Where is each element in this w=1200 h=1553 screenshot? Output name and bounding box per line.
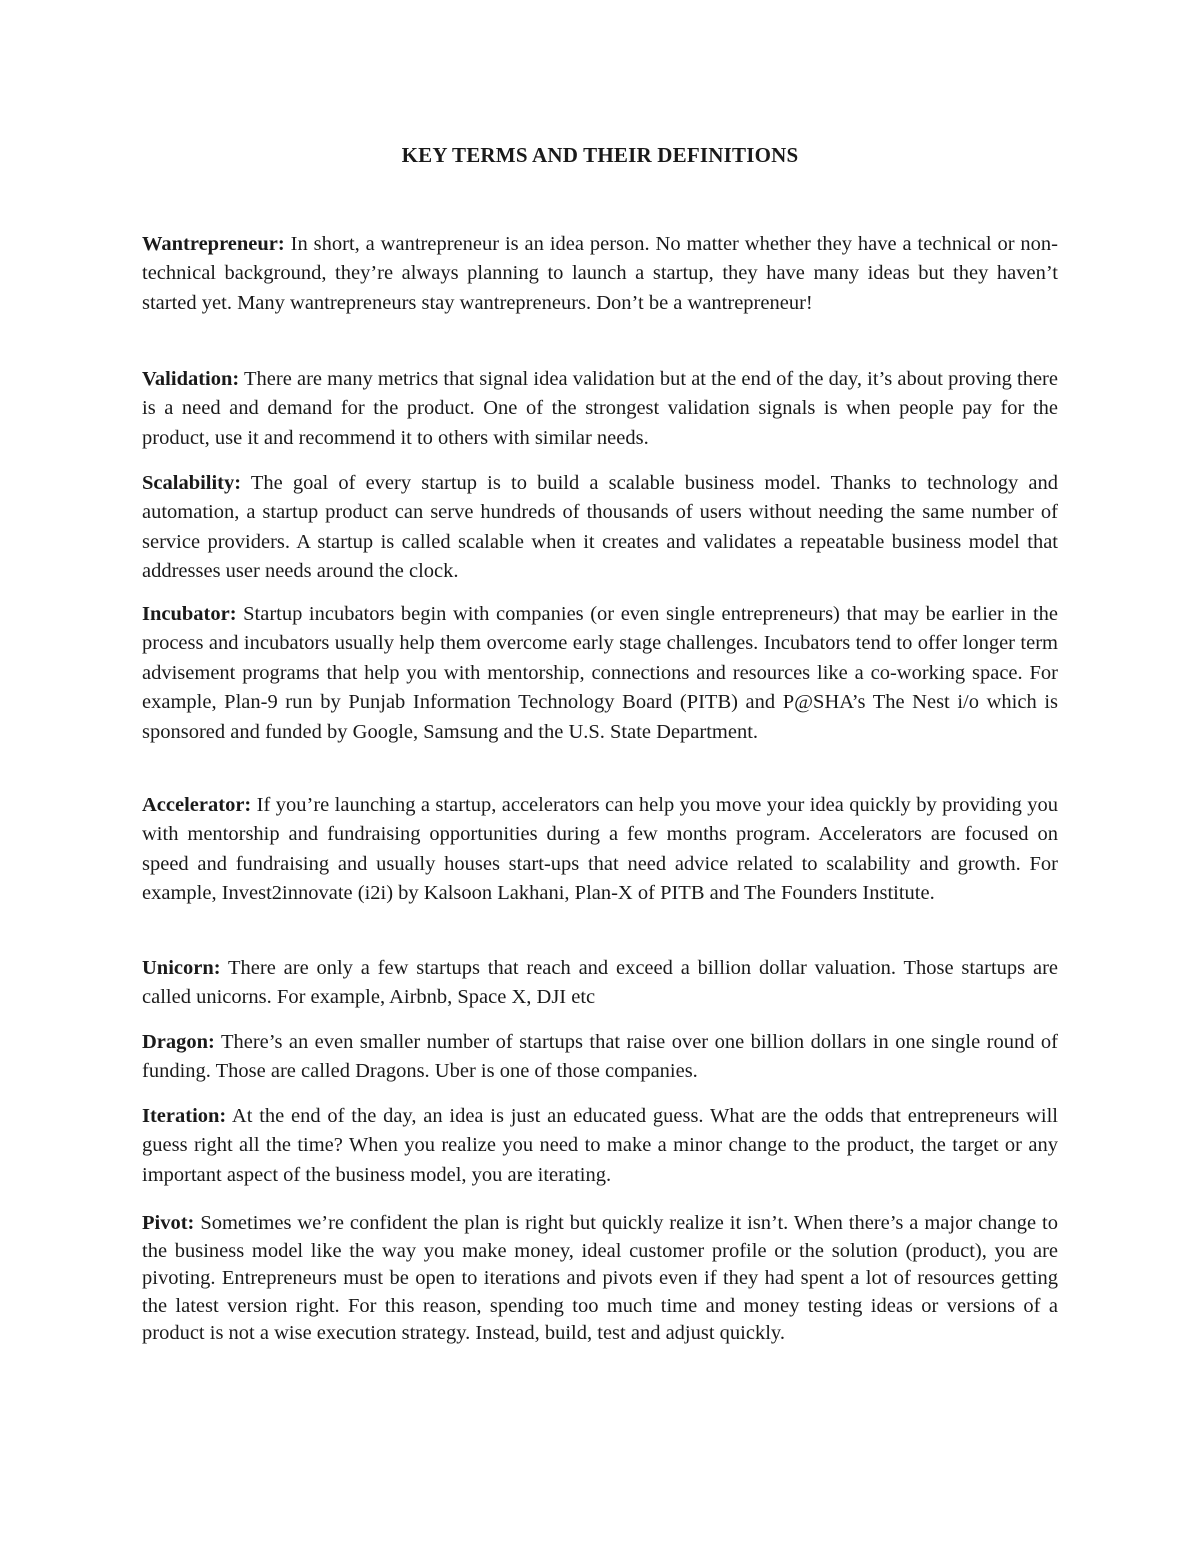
term-label: Dragon: — [142, 1031, 215, 1053]
definition-text: Startup incubators begin with companies (or even single entrepreneurs) that may be earlier in the process and incubators usually help them overcome early stage challenges. Incubators tend to offer longer term advisement programs that help you with mentorship, connections and resources like a co-working space. For example, Plan-9 run by Punjab Information Technology Board (PITB) and P@SHA’s The Nest i/o which is sponsored and funded by Google, Samsung and the U.S. State Department. — [142, 603, 1058, 743]
term-label: Validation: — [142, 368, 240, 390]
definition-text: There are many metrics that signal idea validation but at the end of the day, it’s about proving there is a need and demand for the product. One of the strongest validation signals is when people pay for the product, use it and recommend it to others with similar needs. — [142, 368, 1058, 449]
definition-wantrepreneur — [142, 230, 1058, 318]
definition-validation — [142, 365, 1058, 453]
definition-dragon — [142, 1028, 1058, 1087]
term-label: Incubator: — [142, 603, 237, 625]
term-label: Unicorn: — [142, 957, 221, 979]
definition-scalability — [142, 469, 1058, 587]
definition-accelerator — [142, 791, 1058, 909]
definition-unicorn — [142, 954, 1058, 1013]
document-title: KEY TERMS AND THEIR DEFINITIONS — [401, 143, 799, 167]
definition-incubator — [142, 600, 1058, 747]
definition-text: Sometimes we’re confident the plan is right but quickly realize it isn’t. When there’s a major change to the business model like the way you make money, ideal customer profile or the solution (product), you are pivoting. Entrepreneurs must be open to iterations and pivots even if they had spent a lot of resources getting the latest version right. For this reason, spending too much time and money testing ideas or versions of a product is not a wise execution strategy. Instead, build, test and adjust quickly. — [142, 1212, 1059, 1345]
definition-iteration — [142, 1102, 1058, 1190]
definition-text: If you’re launching a startup, accelerators can help you move your idea quickly by providing you with mentorship and fundraising opportunities during a few months program. Accelerators are focused on speed and fundraising and usually houses start-ups that need advice related to scalability and growth. For example, Invest2innovate (i2i) by Kalsoon Lakhani, Plan-X of PITB and The Founders Institute. — [142, 794, 1059, 905]
term-label: Accelerator: — [142, 794, 252, 816]
definition-text: The goal of every startup is to build a scalable business model. Thanks to technology and automation, a startup product can serve hundreds of thousands of users without needing the same number of service providers. A startup is called scalable when it creates and validates a repeatable business model that addresses user needs around the clock. — [142, 472, 1058, 583]
definition-text: At the end of the day, an idea is just an educated guess. What are the odds that entrepreneurs will guess right all the time? When you realize you need to make a minor change to the product, the target or any important aspect of the business model, you are iterating. — [142, 1105, 1059, 1186]
term-label: Pivot: — [142, 1212, 195, 1234]
term-label: Wantrepreneur: — [142, 233, 285, 255]
definition-pivot — [142, 1210, 1058, 1348]
definition-text: There are only a few startups that reach and exceed a billion dollar valuation. Those startups are called unicorns. For example, Airbnb, Space X, DJI etc — [142, 957, 1058, 1009]
definition-text: In short, a wantrepreneur is an idea person. No matter whether they have a technical or non-technical background, they’re always planning to launch a startup, they have many ideas but they haven’t started yet. Many wantrepreneurs stay wantrepreneurs. Don’t be a wantrepreneur! — [142, 233, 1059, 314]
term-label: Scalability: — [142, 472, 242, 494]
definition-text: There’s an even smaller number of startups that raise over one billion dollars in one single round of funding. Those are called Dragons. Uber is one of those companies. — [142, 1031, 1058, 1083]
term-label: Iteration: — [142, 1105, 227, 1127]
